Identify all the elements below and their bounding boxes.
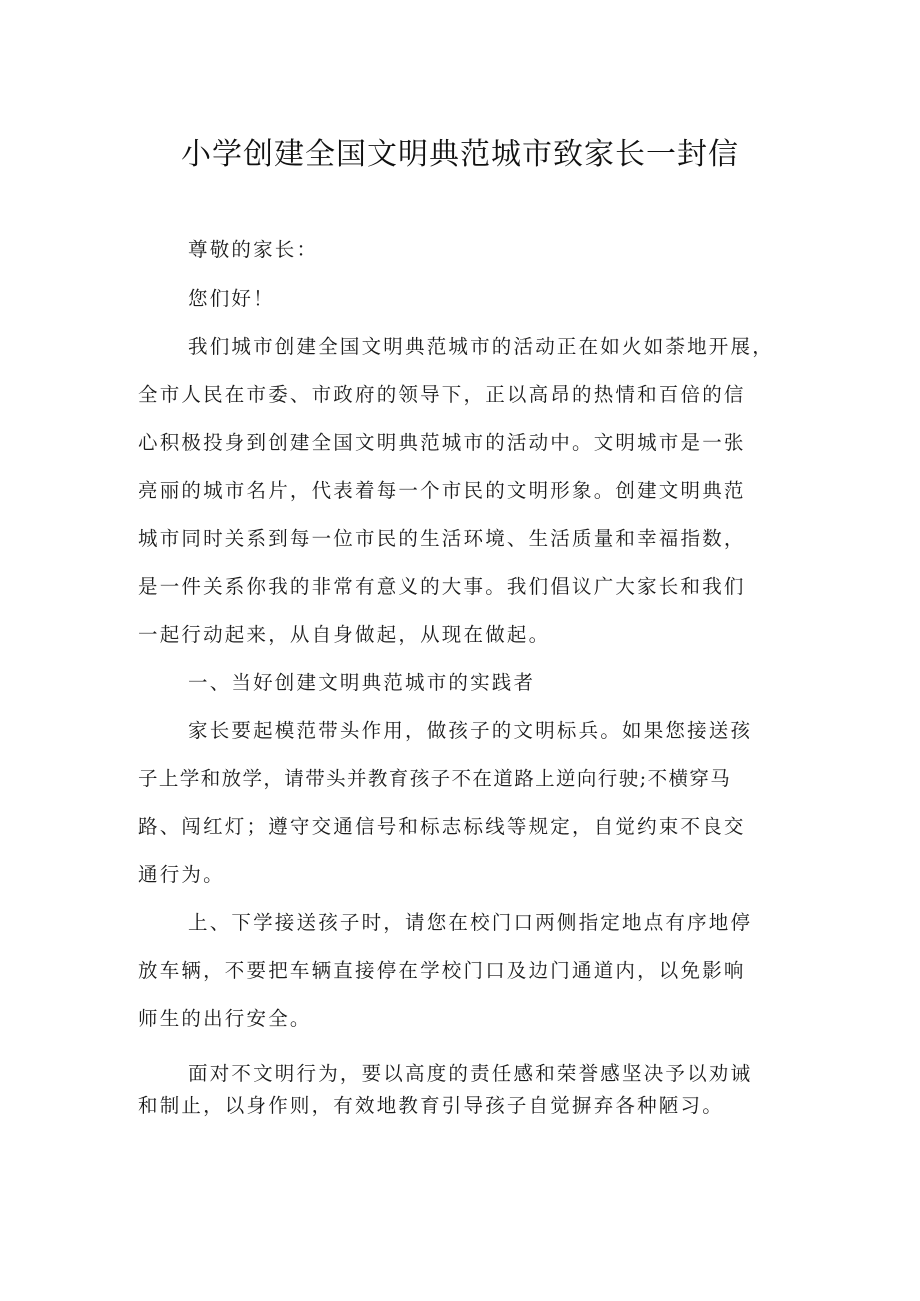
paragraph-2-line: 家长要起模范带头作用，做孩子的文明标兵。如果您接送孩 <box>188 719 753 742</box>
paragraph-1-line: 亮丽的城市名片，代表着每一个市民的文明形象。创建文明典范 <box>138 479 746 502</box>
paragraph-4-line: 面对不文明行为，要以高度的责任感和荣誉感坚决予以劝诫 <box>188 1062 753 1085</box>
paragraph-1-line: 心积极投身到创建全国文明典范城市的活动中。文明城市是一张 <box>138 431 746 454</box>
paragraph-1-line: 我们城市创建全国文明典范城市的活动正在如火如荼地开展， <box>188 335 774 358</box>
paragraph-3-line: 放车辆，不要把车辆直接停在学校门口及边门通道内，以免影响 <box>138 959 746 982</box>
paragraph-2-line: 子上学和放学，请带头并教育孩子不在道路上逆向行驶;不横穿马 <box>138 767 732 790</box>
paragraph-1-line: 城市同时关系到每一位市民的生活环境、生活质量和幸福指数， <box>138 527 746 550</box>
section-heading: 一、当好创建文明典范城市的实践者 <box>188 671 536 694</box>
paragraph-3-line: 师生的出行安全。 <box>138 1007 312 1030</box>
paragraph-1-line: 全市人民在市委、市政府的领导下，正以高昂的热情和百倍的信 <box>138 383 746 406</box>
salutation: 尊敬的家长： <box>188 238 319 261</box>
paragraph-2-line: 路、闯红灯；遵守交通信号和标志标线等规定，自觉约束不良交 <box>138 815 746 838</box>
paragraph-2-line: 通行为。 <box>138 863 225 886</box>
paragraph-1-line: 是一件关系你我的非常有意义的大事。我们倡议广大家长和我们 <box>138 575 746 598</box>
document-title: 小学创建全国文明典范城市致家长一封信 <box>181 137 739 172</box>
paragraph-4-line: 和制止，以身作则，有效地教育引导孩子自觉摒弃各种陋习。 <box>138 1094 724 1117</box>
paragraph-1-line: 一起行动起来，从自身做起，从现在做起。 <box>138 623 551 646</box>
greeting: 您们好！ <box>188 287 275 310</box>
paragraph-3-line: 上、下学接送孩子时，请您在校门口两侧指定地点有序地停 <box>188 911 753 934</box>
